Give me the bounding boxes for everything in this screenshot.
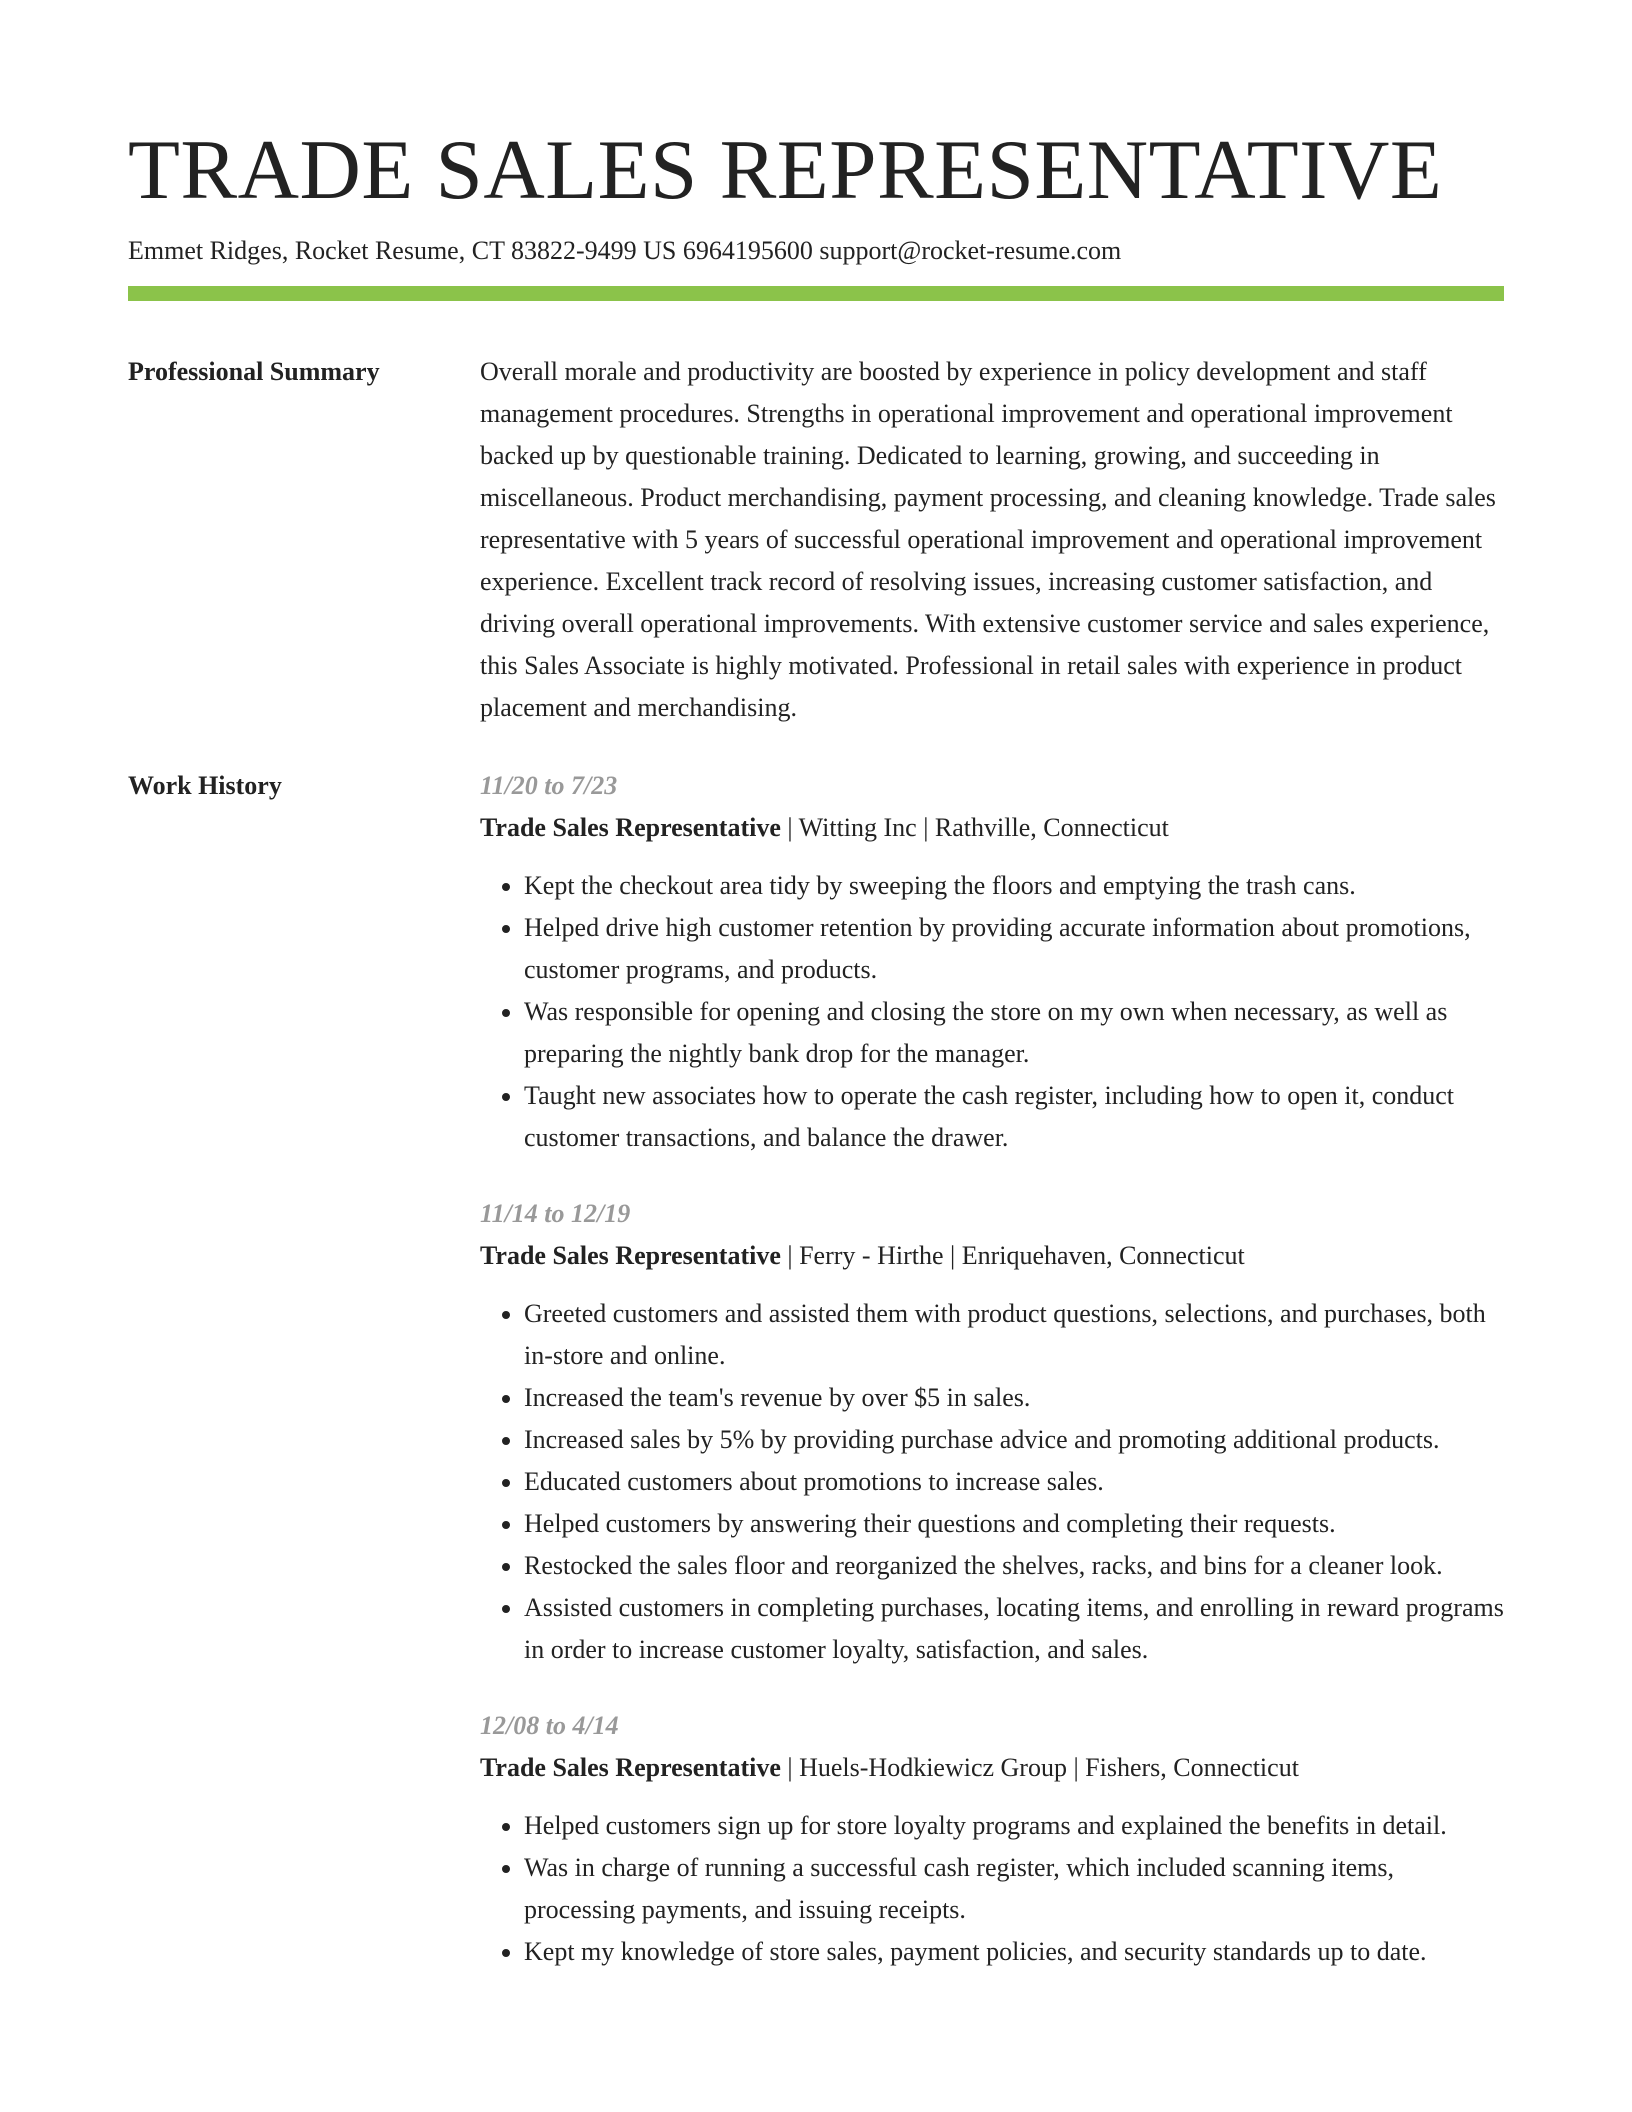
list-item: • Increased sales by 5% by providing purchase advice and promoting additional products. <box>524 1419 1504 1461</box>
job-heading <box>480 807 1504 849</box>
job-heading <box>480 1747 1504 1789</box>
header-divider <box>128 286 1504 301</box>
list-item: • Restocked the sales floor and reorganized the shelves, racks, and bins for a cleaner look. <box>524 1545 1504 1587</box>
list-item: • Educated customers about promotions to increase sales. <box>524 1461 1504 1503</box>
job-dates: 11/20 to 7/23 <box>480 771 618 800</box>
job-dates: 12/08 to 4/14 <box>480 1711 619 1740</box>
job-bullets <box>480 1805 1504 1973</box>
job-title: Trade Sales Representative <box>480 1753 781 1782</box>
job-entry <box>480 1193 1504 1671</box>
list-item: • Was responsible for opening and closing the store on my own when necessary, as well as preparing the nightly bank drop for the manager. <box>524 991 1504 1075</box>
job-details: | Ferry - Hirthe | Enriquehaven, Connecticut <box>780 1241 1245 1270</box>
job-bullets <box>480 1293 1504 1671</box>
professional-summary-section <box>128 351 1504 729</box>
section-label-work-history: Work History <box>128 771 282 800</box>
list-item: • Helped customers sign up for store loyalty programs and explained the benefits in detail. <box>524 1805 1504 1847</box>
job-title: Trade Sales Representative <box>480 1241 781 1270</box>
resume-page <box>128 118 1504 2007</box>
work-history-section <box>128 765 1504 2007</box>
list-item: • Greeted customers and assisted them with product questions, selections, and purchases, both in-store and online. <box>524 1293 1504 1377</box>
list-item: • Assisted customers in completing purchases, locating items, and enrolling in reward programs in order to increase customer loyalty, satisfaction, and sales. <box>524 1587 1504 1671</box>
job-bullets <box>480 865 1504 1159</box>
summary-text: Overall morale and productivity are boosted by experience in policy development and staff management procedures. Strengths in operational improvement and operational improvement backed up by questionable training. Dedicated to learning, growing, and succeeding in miscellaneous. Product merchandising, payment processing, and cleaning knowledge. Trade sales representative with 5 years of successful operational improvement and operational improvement experience. Excellent track record of resolving issues, increasing customer satisfaction, and driving overall operational improvements. With extensive customer service and sales experience, this Sales Associate is highly motivated. Professional in retail sales with experience in product placement and merchandising. <box>480 357 1496 722</box>
contact-info: Emmet Ridges, Rocket Resume, CT 83822-9499 US 6964195600 support@rocket-resume.com <box>128 236 1122 265</box>
job-title: Trade Sales Representative <box>480 813 781 842</box>
section-label-summary: Professional Summary <box>128 357 380 386</box>
list-item: • Helped drive high customer retention by providing accurate information about promotions, customer programs, and products. <box>524 907 1504 991</box>
job-heading <box>480 1235 1504 1277</box>
list-item: • Was in charge of running a successful cash register, which included scanning items, processing payments, and issuing receipts. <box>524 1847 1504 1931</box>
job-list <box>480 765 1504 2007</box>
job-details: | Huels-Hodkiewicz Group | Fishers, Connecticut <box>780 1753 1299 1782</box>
job-dates: 11/14 to 12/19 <box>480 1199 631 1228</box>
list-item: • Kept my knowledge of store sales, payment policies, and security standards up to date. <box>524 1931 1504 1973</box>
list-item: • Kept the checkout area tidy by sweeping the floors and emptying the trash cans. <box>524 865 1504 907</box>
job-entry <box>480 765 1504 1159</box>
list-item: • Helped customers by answering their questions and completing their requests. <box>524 1503 1504 1545</box>
list-item: • Increased the team's revenue by over $5 in sales. <box>524 1377 1504 1419</box>
page-title: TRADE SALES REPRESENTATIVE <box>128 123 1443 217</box>
list-item: • Taught new associates how to operate the cash register, including how to open it, conduct customer transactions, and balance the drawer. <box>524 1075 1504 1159</box>
job-entry <box>480 1705 1504 1973</box>
job-details: | Witting Inc | Rathville, Connecticut <box>780 813 1169 842</box>
